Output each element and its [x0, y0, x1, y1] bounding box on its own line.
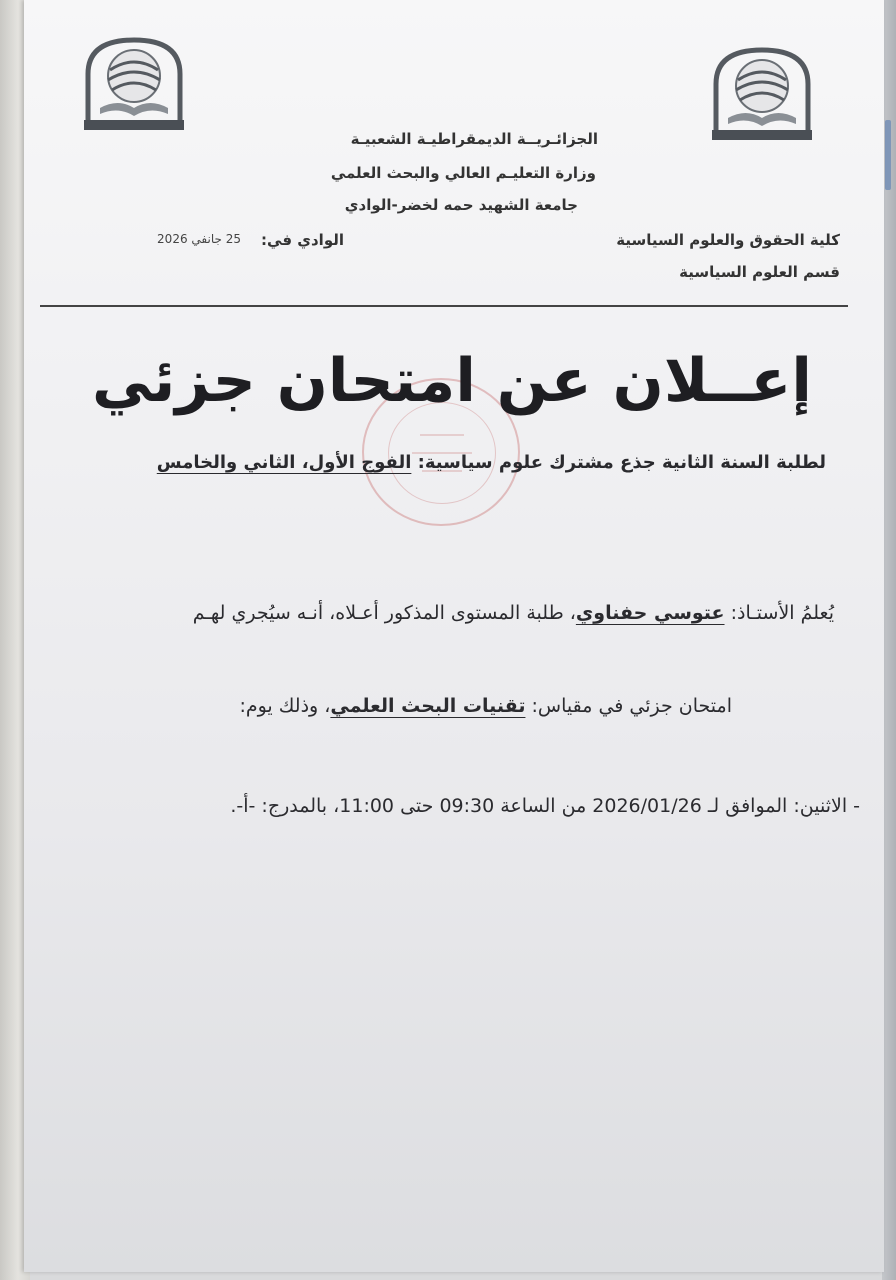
module-prefix: امتحان جزئي في مقياس:: [531, 695, 732, 717]
body-line-2: [239, 695, 732, 717]
place-date-label: الوادي في:: [261, 231, 344, 249]
body-suffix: ، طلبة المستوى المذكور أعـلاه، أنـه سيُجري لهـم: [192, 602, 576, 624]
department-name: قسم العلوم السياسية: [679, 263, 840, 281]
ministry-name: وزارة التعليـم العالي والبحث العلمي: [330, 164, 596, 182]
body-prefix: يُعلمُ الأستـاذ:: [730, 602, 834, 624]
module-suffix: ، وذلك يوم:: [239, 695, 331, 717]
stamp-line: [420, 434, 464, 436]
header-divider: [40, 305, 848, 307]
faculty-name: كلية الحقوق والعلوم السياسية: [616, 231, 840, 249]
date-value: 25 جانفي 2026: [157, 232, 241, 246]
background-stripe: [885, 120, 891, 190]
republic-name: الجزائـريــة الديمقراطيـة الشعبيـة: [350, 130, 598, 148]
audience-prefix: لطلبة السنة الثانية جذع مشترك علوم سياسية:: [417, 452, 826, 473]
university-emblem-icon: [78, 34, 190, 134]
audience-line: [157, 452, 826, 473]
university-name: جامعة الشهيد حمه لخضر-الوادي: [344, 196, 578, 214]
module-name: تقنيات البحث العلمي: [330, 695, 526, 717]
body-line-1: [193, 602, 834, 624]
audience-groups: الفوج الأول، الثاني والخامس: [156, 452, 412, 473]
professor-name: عتوسي حفناوي: [575, 602, 725, 624]
background-right-edge: [882, 0, 896, 1280]
document-page: [24, 0, 884, 1272]
announcement-title: إعــلان عن امتحان جزئي: [92, 346, 812, 416]
exam-schedule-line: - الاثنين: الموافق لـ 2026/01/26 من الساعة 09:30 حتى 11:00، بالمدرج: -أ-.: [230, 795, 860, 817]
university-emblem-icon: [706, 44, 818, 144]
